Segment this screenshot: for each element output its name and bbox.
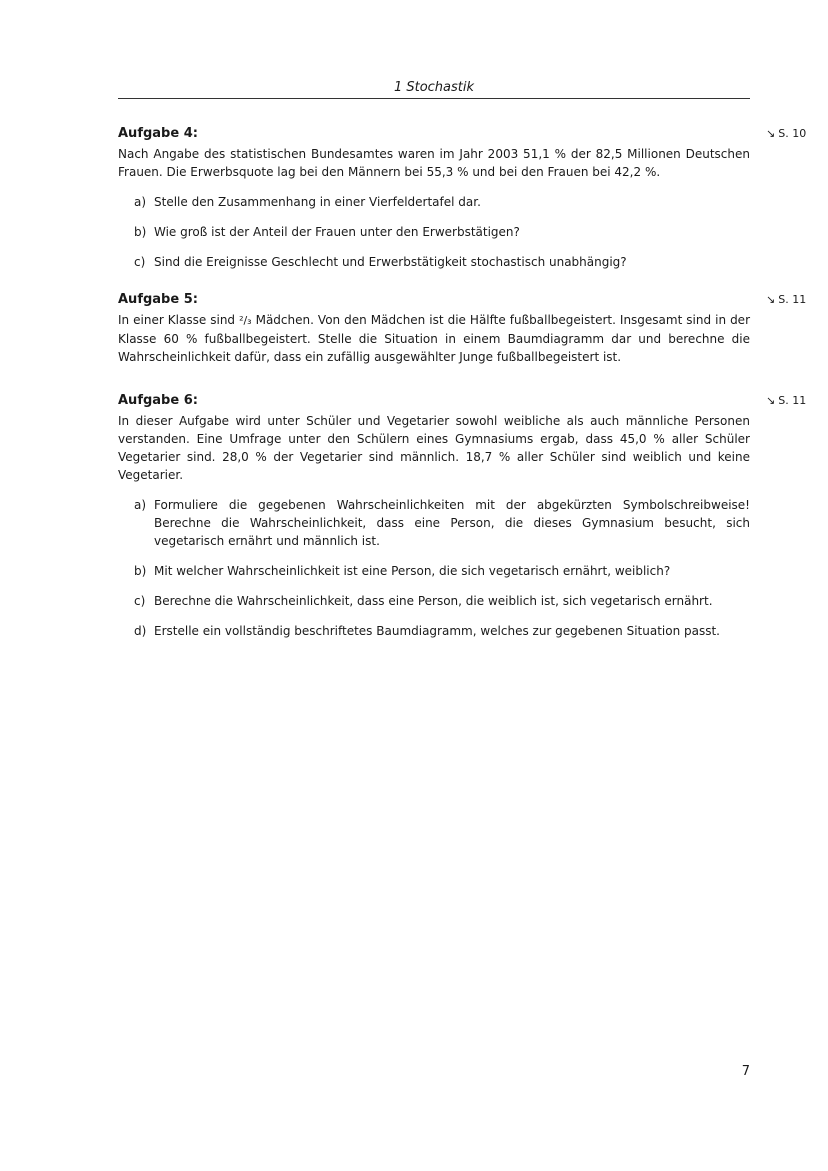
task-title: Aufgabe 4: [118, 126, 198, 141]
page-reference[interactable]: ↘ S. 11 [766, 394, 807, 407]
task-text: In einer Klasse sind ²/₃ Mädchen. Von den Mädchen ist die Hälfte fußballbegeistert. Insgesamt sind in der Klasse 60 % fußballbegeistert. Stelle die Situation in einem Baumdiagramm dar und berechne die Wahrscheinlichkeit dafür, dass ein zufällig ausgewählter Junge fußballbegeistert ist. [118, 313, 750, 364]
task-4 [118, 125, 807, 271]
arrow-down-right-icon: ↘ [766, 394, 776, 407]
task-part: c) Berechne die Wahrscheinlichkeit, dass eine Person, die weiblich ist, sich vegetarisch ernährt. [134, 594, 713, 608]
task-part: c) Sind die Ereignisse Geschlecht und Erwerbstätigkeit stochastisch unabhängig? [134, 255, 627, 269]
task-parts [118, 496, 750, 640]
task-5 [118, 291, 807, 366]
task-text: In dieser Aufgabe wird unter Schüler und Vegetarier sowohl weibliche als auch männliche Personen verstanden. Eine Umfrage unter den Schülern eines Gymnasiums ergab, dass 45,0 % aller Schüler Vegetarier sind. 28,0 % der Vegetarier sind männlich. 18,7 % aller Schüler sind weiblich und keine Vegetarier. [118, 414, 750, 482]
task-part: b) Wie groß ist der Anteil der Frauen unter den Erwerbstätigen? [134, 225, 520, 239]
arrow-down-right-icon: ↘ [766, 293, 776, 306]
task-part: a) Stelle den Zusammenhang in einer Vierfeldertafel dar. [134, 195, 481, 209]
task-part: a) Formuliere die gegebenen Wahrscheinlichkeiten mit der abgekürzten Symbolschreibweise! Berechne die Wahrscheinlichkeit, dass eine Person, die dieses Gymnasium besucht, sich vegetarisch ernährt und männlich ist. [134, 498, 750, 548]
page-reference[interactable]: ↘ S. 11 [766, 293, 807, 306]
task-parts [118, 193, 750, 271]
task-part: d) Erstelle ein vollständig beschriftetes Baumdiagramm, welches zur gegebenen Situation passt. [134, 624, 720, 638]
task-6 [118, 392, 807, 640]
page-number: 7 [741, 1064, 750, 1079]
page-reference[interactable]: ↘ S. 10 [766, 127, 807, 140]
task-title: Aufgabe 6: [118, 393, 198, 408]
task-header [118, 125, 807, 145]
running-header: 1 Stochastik [118, 80, 750, 99]
task-header [118, 291, 807, 311]
task-text: Nach Angabe des statistischen Bundesamtes waren im Jahr 2003 51,1 % der 82,5 Millionen Deutschen Frauen. Die Erwerbsquote lag bei den Männern bei 55,3 % und bei den Frauen bei 42,2 %. [118, 147, 750, 179]
task-title: Aufgabe 5: [118, 292, 198, 307]
fraction: ²/₃ [239, 314, 252, 327]
task-header [118, 392, 807, 412]
arrow-down-right-icon: ↘ [766, 127, 776, 140]
task-part: b) Mit welcher Wahrscheinlichkeit ist eine Person, die sich vegetarisch ernährt, weiblich? [134, 564, 671, 578]
